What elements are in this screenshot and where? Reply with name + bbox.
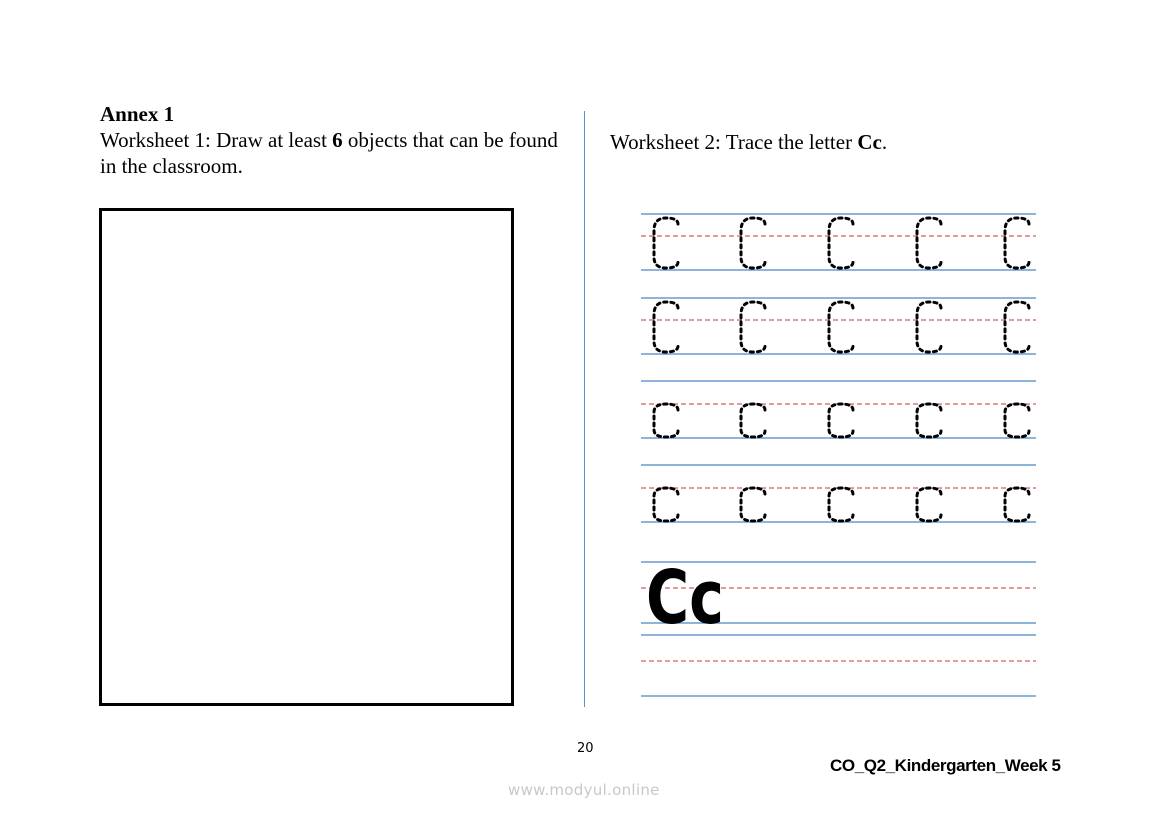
- lowercase-c-trace: [1005, 488, 1029, 521]
- worksheet1-prefix: Worksheet 1: Draw at least: [100, 128, 333, 152]
- lowercase-c-trace: [741, 488, 765, 521]
- worksheet1-count: 6: [332, 128, 343, 152]
- page-number: 20: [577, 741, 594, 756]
- annex-title: Annex 1: [100, 102, 175, 126]
- uppercase-c-trace: [741, 302, 765, 352]
- worksheet1-instruction: [100, 127, 560, 179]
- uppercase-c-trace: [917, 218, 941, 268]
- lowercase-c-trace: [1005, 404, 1029, 437]
- lowercase-c-trace: [917, 488, 941, 521]
- letter-tracing-sheet[interactable]: [636, 200, 1046, 710]
- lowercase-c-trace: [829, 488, 853, 521]
- footer-code: CO_Q2_Kindergarten_Week 5: [830, 756, 1061, 775]
- lowercase-c-trace: [654, 404, 678, 437]
- uppercase-c-trace: [654, 218, 678, 268]
- worksheet2-suffix: .: [881, 130, 888, 154]
- worksheet2-prefix: Worksheet 2: Trace the letter: [610, 130, 858, 154]
- page-divider: [584, 111, 585, 707]
- uppercase-c-trace: [654, 302, 678, 352]
- example-letters: Cc: [646, 555, 724, 641]
- worksheet2-letter: Cc: [857, 130, 882, 154]
- worksheet2-instruction: [610, 129, 887, 155]
- lowercase-c-trace: [741, 404, 765, 437]
- uppercase-c-trace: [1005, 302, 1029, 352]
- uppercase-c-trace: [741, 218, 765, 268]
- uppercase-c-trace: [1005, 218, 1029, 268]
- uppercase-c-trace: [829, 218, 853, 268]
- uppercase-c-trace: [829, 302, 853, 352]
- lowercase-c-trace: [829, 404, 853, 437]
- watermark: www.modyul.online: [508, 781, 660, 799]
- lowercase-c-trace: [917, 404, 941, 437]
- uppercase-c-trace: [917, 302, 941, 352]
- lowercase-c-trace: [654, 488, 678, 521]
- drawing-box[interactable]: [99, 208, 514, 706]
- worksheet1-suffix: objects that can be found in the classroom.: [100, 128, 558, 178]
